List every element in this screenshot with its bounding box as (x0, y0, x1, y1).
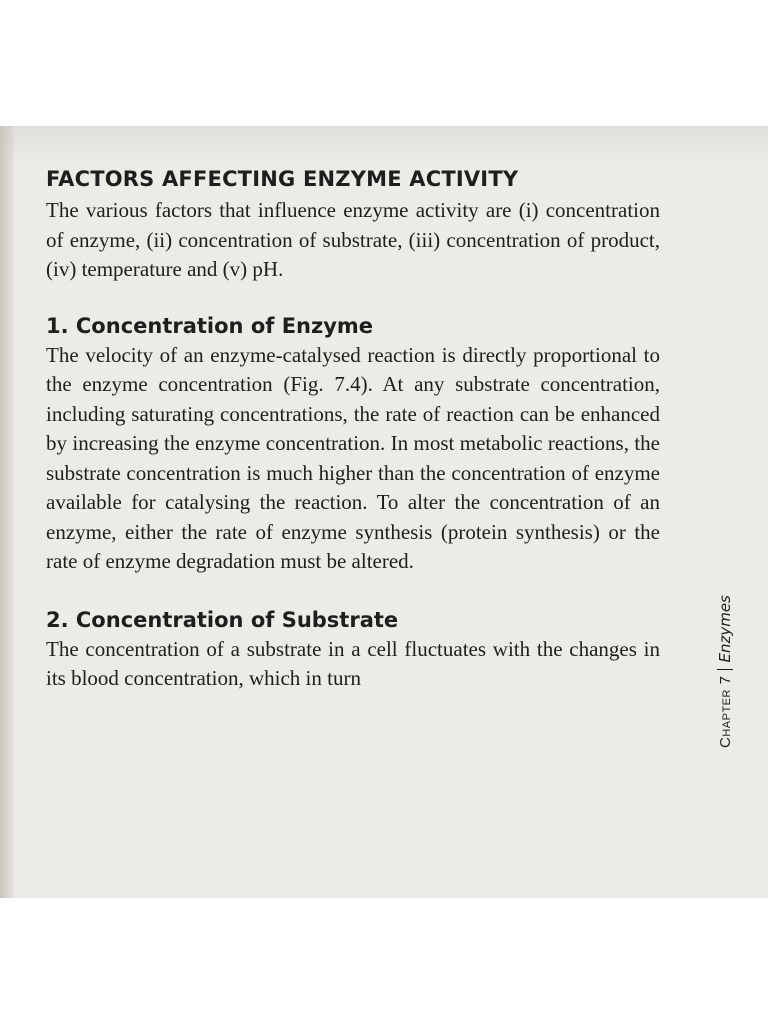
enzyme-text-start: The velocity of an enzyme-catalysed reaction is directly proportional to the enzyme concentration ( (46, 342, 660, 396)
running-head-divider (717, 669, 733, 670)
enzyme-text-end: ). At any substrate concentration, including saturating concentrations, the rate of reaction can be enhanced by increasing the enzyme concentration. In most metabolic reactions, the substrate concentration is much higher than the concentration of enzyme available for catalysing the reaction. To alter the concentration of an enzyme, either the rate of enzyme synthesis (protein synthesis) or the rate of enzyme degradation must be altered. (46, 372, 661, 573)
book-page (0, 126, 768, 898)
page-content (46, 166, 660, 694)
subsection-heading-enzyme: 1. Concentration of Enzyme (46, 313, 374, 338)
chapter-title: Enzymes (716, 595, 734, 663)
intro-paragraph: The various factors that influence enzyme activity are (i) concentration of enzyme, (ii) concentration of substrate, (iii) concentration of product, (iv) temperature and (v) pH. (46, 198, 660, 281)
running-head (716, 595, 734, 748)
chapter-label: Chapter 7 (716, 675, 734, 748)
subsection-heading-substrate: 2. Concentration of Substrate (46, 607, 399, 632)
substrate-paragraph: The concentration of a substrate in a cell fluctuates with the changes in its blood concentration, which in turn (46, 636, 660, 690)
figure-reference: Fig. 7.4 (290, 372, 361, 396)
section-heading: FACTORS AFFECTING ENZYME ACTIVITY (46, 167, 519, 191)
enzyme-paragraph (46, 341, 660, 577)
